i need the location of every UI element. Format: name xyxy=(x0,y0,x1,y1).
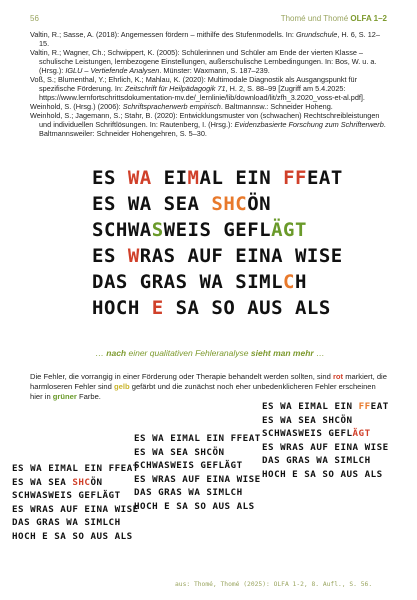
handwriting-line: DAS GRAS WA SIMLCH xyxy=(262,455,371,466)
handwriting-line: ES WRAS AUF EINA WISE xyxy=(12,503,139,515)
handwriting-line: HOCH E SA SO AUS ALS xyxy=(134,500,255,512)
page-number: 56 xyxy=(30,14,39,23)
reference-item: Weinhold, S. (Hrsg.) (2006): Schriftspracherwerb empirisch. Baltmannsw.: Schneider Hoheng. xyxy=(30,102,333,111)
handwriting-line: DAS GRAS WA SIMLCH xyxy=(12,517,121,528)
handwriting-sample-small-2 xyxy=(134,432,261,513)
handwriting-line: ES WRAS AUF EINA WISE xyxy=(262,441,389,453)
handwriting-line: SCHWASWEIS GEFLÄGT xyxy=(92,219,307,241)
handwriting-sample-small-1 xyxy=(262,400,389,481)
handwriting-line: ES WA SEA SHCÖN xyxy=(12,476,103,488)
handwriting-line: DAS GRAS WA SIMLCH xyxy=(134,487,243,498)
running-title: Thomé und Thomé OLFA 1–2 xyxy=(280,14,387,23)
handwriting-line: ES WA SEA SHCÖN xyxy=(92,193,272,215)
handwriting-sample-small-3 xyxy=(12,462,139,543)
handwriting-line: ES WA SEA SHCÖN xyxy=(262,414,353,426)
handwriting-line: HOCH E SA SO AUS ALS xyxy=(92,297,331,319)
handwriting-line: ES WA EIMAL EIN FFEAT xyxy=(12,463,139,474)
caption: … nach einer qualitativen Fehleranalyse sieht man mehr … xyxy=(95,348,325,358)
handwriting-line: ES WRAS AUF EINA WISE xyxy=(92,245,343,267)
reference-item: Voß, S.; Blumenthal, Y.; Ehrlich, K.; Mahlau, K. (2020): Multimodale Diagnostik als Ausgangspunkt für spezifische Förderung. In: Zeitschrift für Heilpädagogik 71, H. 2, S. 88–99 [Zugriff am 5.4.2025: https://www.lernfortschrittsdokumentation-mv.de/_lernlinie/lib/download/lit/zfh_3.2020_voss-et-al.pdf]. xyxy=(30,75,365,102)
handwriting-line: ES WRAS AUF EINA WISE xyxy=(134,473,261,485)
handwriting-line: ES WA EIMAL EIN FFEAT xyxy=(92,167,343,189)
handwriting-line: ES WA SEA SHCÖN xyxy=(134,446,225,458)
reference-list xyxy=(30,30,390,138)
reference-item: Valtin, R.; Sasse, A. (2018): Angemessen fördern – mithilfe des Stufenmodells. In: Grundschule, H. 6, S. 12–15. xyxy=(30,30,380,48)
handwriting-line: SCHWASWEIS GEFLÄGT xyxy=(134,460,243,471)
reference-item: Valtin, R.; Wagner, Ch.; Schwippert, K. (2005): Schülerinnen und Schüler am Ende der vierten Klasse – schulische Leistungen, lernbezogene Einstellungen, außerschulische Lernbedingungen. In: Bos, W. u. a. (Hrsg.): IGLU – Vertiefende Analysen. Münster: Waxmann, S. 187–239. xyxy=(30,48,377,75)
handwriting-line: HOCH E SA SO AUS ALS xyxy=(12,530,133,542)
handwriting-line: DAS GRAS WA SIMLCH xyxy=(92,271,307,293)
handwriting-sample-main xyxy=(92,165,343,321)
source-footnote: aus: Thomé, Thomé (2025): OLFA 1-2, 8. Aufl., S. 56. xyxy=(175,581,373,588)
reference-item: Weinhold, S.; Jagemann, S.; Stahr, B. (2020): Entwicklungsmuster von (schwachen) Rechtschreibleistungen und individuellen Schriftlösungen. In: Rautenberg, I. (Hrsg.): Evidenzbasierte Forschung zum Schrifterwerb. Baltmannsweiler: Schneider Hohengehren, S. 5–30. xyxy=(30,111,386,138)
handwriting-line: HOCH E SA SO AUS ALS xyxy=(262,468,383,480)
explanation-paragraph: Die Fehler, die vorrangig in einer Förderung oder Therapie behandelt werden sollten, sind rot markiert, die harmloseren Fehler sind gelb gefärbt und die zunächst noch eher unbedenklicheren Fehler erscheinen hier in grüner Farbe. xyxy=(30,372,387,401)
handwriting-line: ES WA EIMAL EIN FFEAT xyxy=(262,401,389,412)
handwriting-line: ES WA EIMAL EIN FFEAT xyxy=(134,433,261,444)
handwriting-line: SCHWASWEIS GEFLÄGT xyxy=(262,428,371,439)
handwriting-line: SCHWASWEIS GEFLÄGT xyxy=(12,490,121,501)
